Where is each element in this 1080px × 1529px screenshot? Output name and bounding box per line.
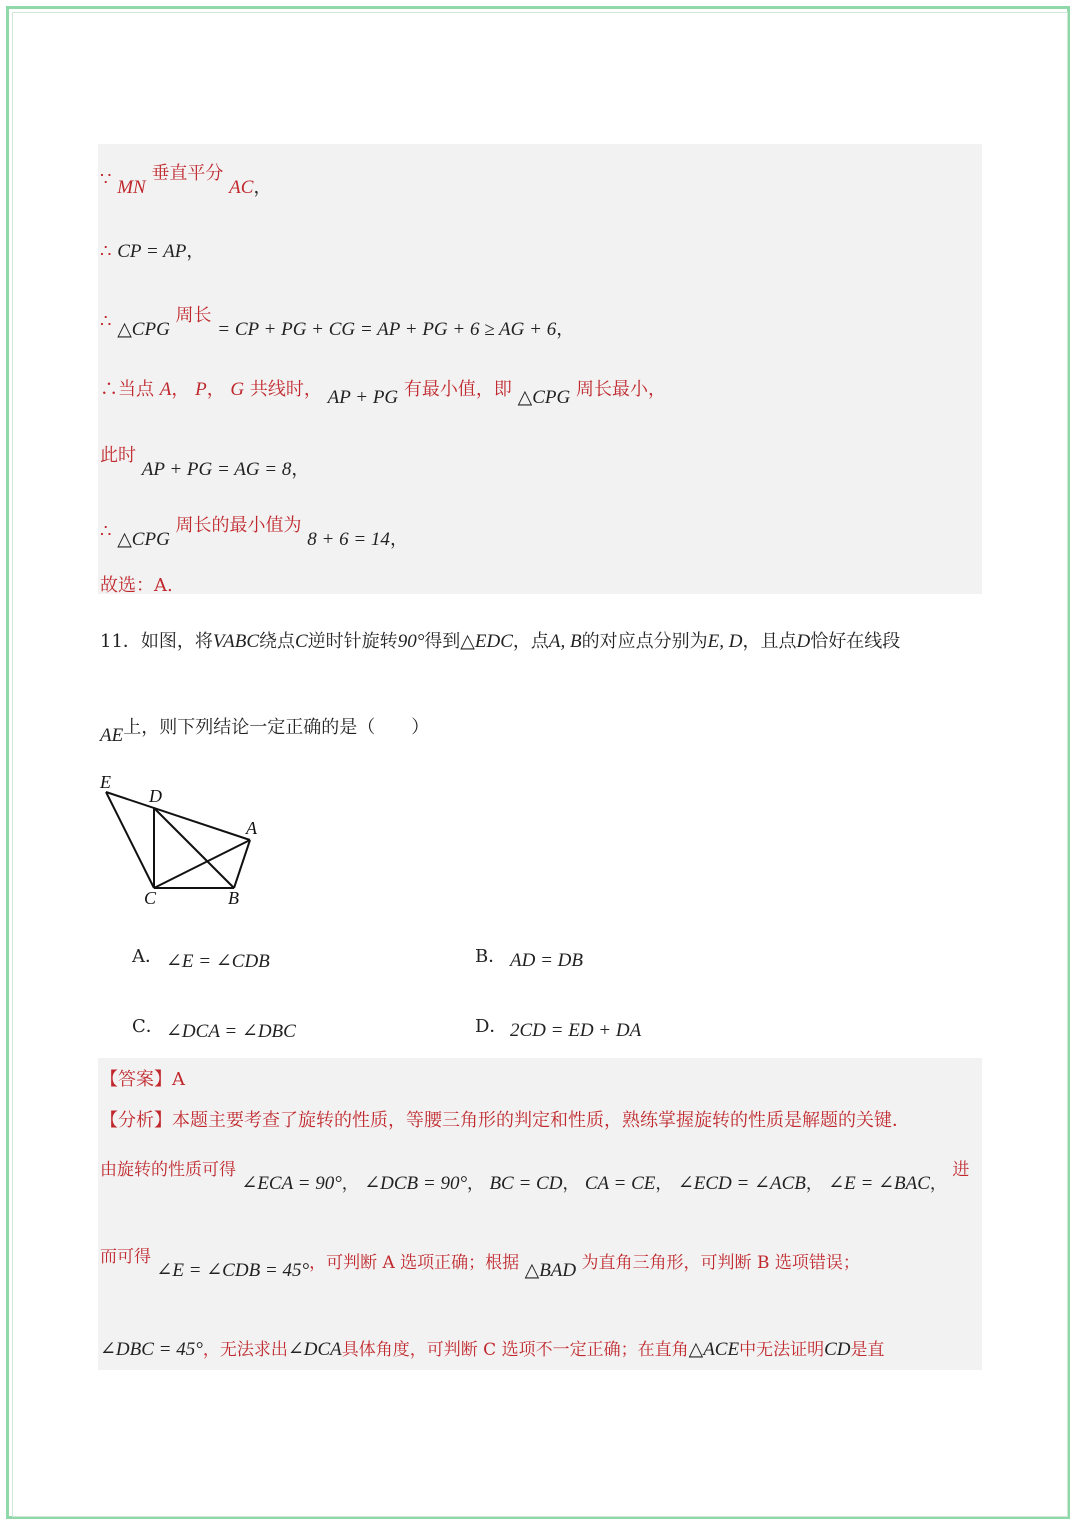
math-expr: CP = AP (117, 241, 187, 262)
text: 为直角三角形，可判断 B 选项错误； (581, 1253, 860, 1273)
answer-label: 【答案】 (100, 1069, 172, 1090)
text: 有最小值，即 (403, 379, 512, 400)
analysis-text: 本题主要考查了旋转的性质，等腰三角形的判定和性质，熟练掌握旋转的性质是解题的关键． (172, 1110, 910, 1131)
math-triangle: △CPG (117, 319, 170, 340)
math: BC = CD (489, 1173, 563, 1194)
label-e: E (100, 772, 111, 792)
analysis-row-2 (100, 1247, 860, 1281)
math: ∠E = ∠CDB = 45° (156, 1260, 310, 1281)
punct: ， (805, 1174, 823, 1194)
math: △BAD (524, 1260, 577, 1281)
text: ，可判断 A 选项正确；根据 (309, 1253, 520, 1273)
analysis-row-1 (100, 1160, 970, 1194)
text: 由旋转的性质可得 (100, 1160, 236, 1180)
math: ∠ECA = 90° (241, 1173, 342, 1194)
text: 得到 (424, 631, 461, 652)
math: VABC (212, 631, 259, 652)
text: 的对应点分别为 (581, 631, 708, 652)
math-ac: AC (229, 177, 254, 198)
label-b: B (228, 888, 239, 908)
text: ，无法求出 (202, 1340, 288, 1360)
punct: ， (655, 1174, 673, 1194)
solution-line-5 (100, 445, 310, 480)
math-a: A (159, 379, 172, 400)
text: 周长最小， (575, 379, 666, 400)
option-c-letter: C． (132, 1016, 164, 1037)
punct: ， (253, 177, 272, 198)
analysis-line (100, 1109, 910, 1133)
text: 垂直平分 (151, 163, 224, 184)
math-expr: = CP + PG + CG = AP + PG + 6 ≥ AG + 6 (217, 319, 557, 340)
math-expr: AP + PG = AG = 8 (141, 459, 292, 480)
text: 共线时， (249, 379, 322, 400)
solution-line-6 (100, 515, 408, 550)
math-expr: 8 + 6 = 14 (307, 529, 390, 550)
because-symbol: ∵ (100, 169, 112, 190)
punct: ， (206, 379, 225, 400)
text: ，且点 (742, 631, 797, 652)
text: 此时 (100, 445, 136, 466)
choice-text: 故选：A. (100, 575, 173, 596)
question-line-1 (100, 630, 900, 654)
text: 如图，将 (140, 631, 213, 652)
answer-box (98, 1058, 982, 1370)
therefore-symbol: ∴ (100, 521, 112, 542)
option-d-letter: D． (475, 1016, 508, 1037)
text: 恰好在线段 (810, 631, 901, 652)
punct: ， (562, 1174, 580, 1194)
text: ∴当点 (100, 379, 154, 400)
question-number: 11． (100, 631, 141, 652)
math: D (796, 631, 811, 652)
math-mn: MN (117, 177, 146, 198)
therefore-symbol: ∴ (100, 311, 112, 332)
math-g: G (230, 379, 245, 400)
text: 绕点 (259, 631, 295, 652)
punct: ， (556, 319, 575, 340)
solution-line-4 (100, 378, 666, 408)
geometry-figure (96, 770, 266, 910)
analysis-label: 【分析】 (100, 1110, 172, 1131)
math: △EDC (460, 631, 513, 652)
text: 周长 (175, 305, 212, 326)
text: 是直 (850, 1340, 885, 1360)
option-b-letter: B． (475, 946, 507, 967)
text: ，点 (512, 631, 549, 652)
text: 周长的最小值为 (175, 515, 302, 536)
math: A, B (548, 631, 582, 652)
punct: ， (171, 379, 190, 400)
math: ∠DCB = 90° (364, 1173, 468, 1194)
math: ∠ECD = ∠ACB (677, 1173, 806, 1194)
math: AE (100, 725, 124, 746)
text: 进 (952, 1160, 970, 1180)
text: 上，则下列结论一定正确的是（ ） (123, 717, 430, 738)
option-b-value: AD = DB (510, 950, 583, 971)
text: 逆时针旋转 (307, 631, 398, 652)
analysis-row-3 (100, 1338, 885, 1362)
math: ∠DCA (287, 1339, 342, 1360)
option-a-letter: A． (132, 946, 163, 967)
option-a-value: ∠E = ∠CDB (166, 951, 270, 972)
math-expr: AP + PG (327, 387, 399, 408)
math: CA = CE (584, 1173, 656, 1194)
math: C (295, 631, 308, 652)
punct: ， (929, 1174, 947, 1194)
math: CD (824, 1339, 851, 1360)
solution-line-7 (100, 574, 173, 598)
solution-line-1 (100, 163, 272, 198)
text: 而可得 (100, 1247, 151, 1267)
math: △ACE (688, 1339, 740, 1360)
solution-line-3 (100, 305, 575, 340)
math-triangle: △CPG (117, 529, 170, 550)
math: 90° (397, 631, 425, 652)
punct: ， (186, 241, 205, 262)
option-d-value: 2CD = ED + DA (510, 1020, 642, 1041)
solution-line-2 (100, 240, 204, 264)
math: ∠DBC = 45° (100, 1339, 203, 1360)
punct: ， (341, 1174, 359, 1194)
math-p: P (195, 379, 207, 400)
answer-line (100, 1068, 185, 1092)
answer-value: A (172, 1069, 185, 1090)
punct: ， (291, 459, 310, 480)
label-d: D (149, 786, 162, 806)
segment-db (154, 808, 234, 888)
text: 具体角度，可判断 C 选项不一定正确；在直角 (341, 1340, 689, 1360)
math: E, D (707, 631, 743, 652)
option-c-value: ∠DCA = ∠DBC (166, 1021, 296, 1042)
punct: ， (389, 529, 408, 550)
math-triangle: △CPG (517, 387, 571, 408)
math: ∠E = ∠BAC (828, 1173, 930, 1194)
question-line-2 (100, 716, 430, 746)
text: 中无法证明 (739, 1340, 825, 1360)
label-c: C (144, 888, 157, 908)
label-a: A (246, 818, 257, 838)
therefore-symbol: ∴ (100, 241, 112, 262)
punct: ， (467, 1174, 485, 1194)
